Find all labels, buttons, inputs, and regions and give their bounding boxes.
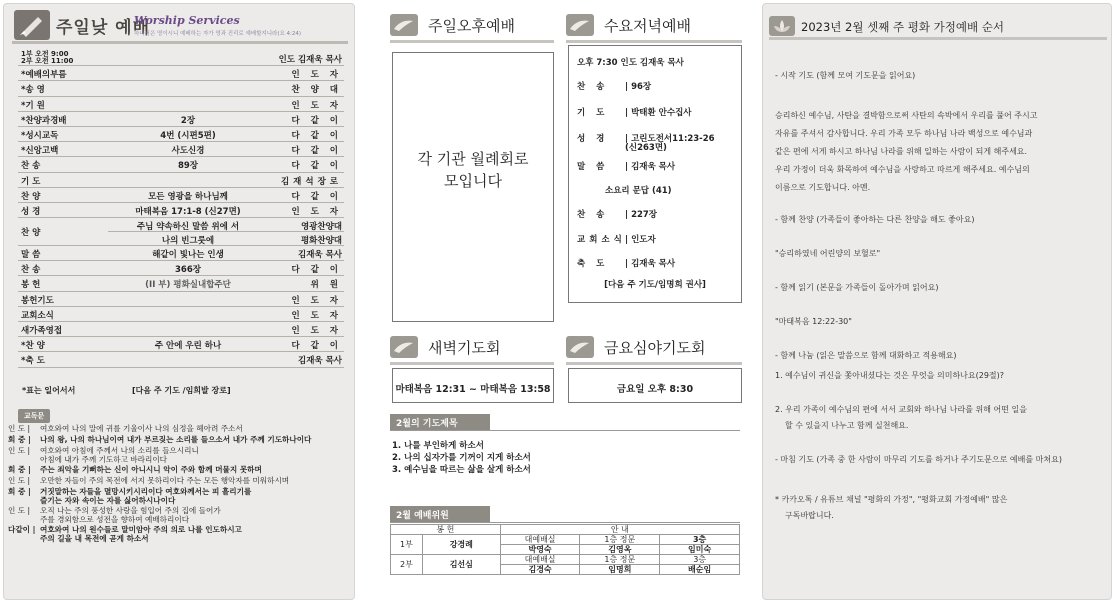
order-item-person: 인 도 자: [291, 206, 342, 217]
order-item-name: 찬 양: [21, 191, 41, 202]
family-worship-header: [769, 16, 1107, 40]
afternoon-worship-box: [392, 52, 554, 322]
header-divider: [566, 362, 742, 365]
order-item-name: *기 원: [21, 100, 45, 111]
prayer-topic: 2. 나의 십자가를 기꺼이 지게 하소서: [392, 453, 531, 463]
order-item-person: 다 같 이: [291, 115, 342, 126]
committee-part: 2부: [391, 555, 423, 575]
order-item-name: *찬 양: [21, 341, 45, 352]
order-row: [18, 142, 344, 157]
order-item-person: 다 같 이: [291, 146, 342, 157]
family-worship-line: - 함께 읽기 (본문을 가족들이 돌아가며 읽어요): [775, 283, 939, 292]
family-worship-line: - 함께 찬양 (가족들이 좋아하는 다른 찬양을 해도 좋아요): [775, 215, 975, 224]
family-worship-line: 할 수 있을지 나누고 함께 실천해요.: [785, 421, 909, 430]
committee-offering: 김선심: [422, 555, 500, 575]
order-item-content: (II 부) 평화실내합주단: [145, 280, 231, 291]
order-item-content: 마태복음 17:1-8 (신27면): [135, 206, 241, 217]
responsive-text: 나의 왕, 나의 하나님이여 내가 부르짖는 소리를 들으소서 내가 주께 기도하나이다: [40, 435, 312, 444]
order-item-name: *성시교독: [21, 130, 59, 141]
sunday-worship-header: [12, 10, 348, 44]
order-item-name: *찬양과경배: [21, 115, 67, 126]
order-row: [18, 352, 344, 367]
wednesday-order-value: | 박태환 안수집사: [625, 108, 692, 118]
dawn-prayer-text: 마태복음 12:31 ~ 마태복음 13:58: [395, 384, 551, 395]
pen-logo-icon: [14, 10, 50, 40]
responsive-speaker: 인 도 |: [8, 424, 31, 433]
order-item-person: 김재욱 목사: [297, 356, 342, 367]
order-item-person: 인 도 자: [291, 326, 342, 336]
anthem-sub-row: [108, 232, 344, 246]
wednesday-order-line: [577, 80, 651, 92]
anthem-content: 주님 약속하신 말씀 위에 서: [136, 222, 240, 233]
order-item-content: 해같이 빛나는 인생: [152, 250, 224, 261]
wednesday-order-key: 찬 송: [577, 82, 609, 92]
anthem-person: 평화찬양대: [300, 236, 342, 247]
order-item-content: 2장: [180, 115, 196, 126]
family-worship-line: 이름으로 기도합니다. 아멘.: [775, 183, 871, 192]
order-item-name: *축 도: [21, 356, 45, 367]
family-worship-line: 자유를 주셔서 감사합니다. 우리 가족 모두 하나님 나라 백성으로 예수님과: [775, 129, 1033, 138]
responsive-text: 오만한 자들이 주의 목전에 서지 못하리이다 주는 모든 행악자를 미워하시며: [40, 476, 290, 485]
responsive-text: 여호와여 나의 원수들로 말미암아 주의 의로 나를 인도하시고: [40, 525, 242, 534]
wednesday-order-key: 성 경: [577, 134, 609, 144]
order-item-content: 4번 (시편5편): [160, 130, 216, 141]
responsive-text: 즐기는 자와 속이는 자를 싫어하시나이다: [40, 495, 176, 505]
wednesday-order-value: 소요리 문답 (41): [605, 186, 672, 196]
prayer-topics-label: 2월의 기도제목: [390, 414, 490, 430]
order-row: [18, 173, 344, 188]
worship-committee-divider: [390, 522, 740, 523]
dawn-prayer-header: [390, 332, 554, 362]
order-row: [18, 188, 344, 203]
order-item-content: 366장: [175, 265, 201, 276]
responsive-text: 아침에 내가 주께 기도하고 바라리이다: [40, 454, 168, 464]
wednesday-worship-box: [568, 45, 742, 303]
order-row: [18, 337, 344, 352]
order-row: [18, 112, 344, 127]
family-worship-line: 2. 우리 가족이 예수님의 편에 서서 교회와 하나님 나라를 위해 어떤 일을: [775, 405, 1027, 414]
responsive-line: [8, 435, 353, 446]
dawn-prayer-box: [392, 368, 554, 403]
order-row: [18, 276, 344, 291]
responsive-speaker: 회 중 |: [8, 487, 31, 496]
committee-header-row: [391, 525, 740, 535]
wednesday-order-line: [577, 160, 675, 172]
committee-row: [391, 535, 740, 545]
prayer-topic: 3. 예수님을 따르는 삶을 살게 하소서: [392, 465, 531, 475]
order-item-name: *신앙고백: [21, 146, 59, 157]
order-item-name: *예배의부름: [21, 70, 67, 81]
order-item-name: 찬 송: [21, 265, 41, 276]
responsive-text: 여호와여 나의 말에 귀를 기울이사 나의 심정을 헤아려 주소서: [40, 424, 243, 433]
next-prayer: [다음 주 기도 /임희발 장로]: [132, 386, 231, 395]
prayer-topics: [392, 440, 531, 476]
order-row: [18, 66, 344, 81]
order-item-name: 성 경: [21, 206, 41, 217]
wednesday-order-line: [577, 141, 667, 153]
order-item-name: 말 씀: [21, 250, 41, 261]
friday-prayer-title: 금요심야기도회: [604, 339, 706, 357]
responsive-line: [8, 487, 353, 506]
family-worship-line: 승리하신 예수님, 사탄을 결박함으로써 사탄의 속박에서 우리를 풀어 주시고: [775, 111, 1038, 120]
standing-note: [22, 385, 231, 396]
order-item-person: 다 같 이: [291, 161, 342, 172]
responsive-speaker: 인 도 |: [8, 506, 31, 515]
bird-icon: [566, 14, 594, 36]
responsive-speaker: 다같이 |: [8, 525, 36, 534]
order-item-person: 다 같 이: [291, 265, 342, 276]
order-row: [18, 261, 344, 276]
order-item-person: 김재석장로: [280, 176, 342, 187]
wednesday-order-line: [577, 184, 672, 196]
committee-guide-person: 배순임: [660, 565, 740, 575]
family-worship-panel: [762, 3, 1112, 600]
order-item-person: 인 도 자: [291, 310, 342, 321]
committee-guide-place: 대예배실: [500, 555, 580, 565]
wednesday-order-value: | 김재욱 목사: [625, 162, 676, 172]
wednesday-order-line: [577, 233, 656, 245]
committee-rows: [391, 535, 740, 575]
order-item-name: 새가족영접: [21, 326, 63, 336]
family-worship-line: 1. 예수님이 귀신을 쫓아내셨다는 것은 무엇을 의미하나요(29절)?: [775, 371, 1005, 380]
responsive-speaker: 회 중 |: [8, 435, 31, 444]
responsive-line: [8, 525, 353, 544]
afternoon-message-line: 모입니다: [444, 172, 502, 190]
order-row: [18, 81, 344, 96]
order-item-person: 다 같 이: [291, 191, 342, 202]
family-worship-line: * 카카오톡 / 유튜브 채널 "평화의 가정", "평화교회 가정예배" 많은: [775, 495, 1008, 504]
responsive-text: 주는 죄악을 기뻐하는 신이 아니시니 악이 주와 함께 머물지 못하며: [40, 465, 262, 474]
responsive-text: 주의 길을 내 목전에 곧게 하소서: [40, 533, 149, 543]
wednesday-order-value: | 227장: [625, 210, 658, 220]
committee-offering: 강경례: [422, 535, 500, 555]
order-item-content: 사도신경: [171, 146, 205, 157]
committee-guide-place: 1층 정문: [580, 535, 660, 545]
wednesday-order-value: | 인도자: [625, 235, 656, 245]
anthem-row: [18, 218, 344, 246]
responsive-line: [8, 446, 353, 465]
responsive-speaker: 인 도 |: [8, 446, 31, 455]
order-row: [18, 246, 344, 261]
wednesday-order-line: [577, 257, 675, 269]
committee-guide-place: 대예배실: [500, 535, 580, 545]
guide-header: 안 내: [500, 525, 739, 535]
order-row: [18, 127, 344, 142]
order-row: [18, 157, 344, 172]
order-item-person: 찬 양 대: [291, 85, 342, 96]
responsive-speaker: 회 중 |: [8, 465, 31, 474]
committee-guide-person: 김영옥: [580, 545, 660, 555]
wednesday-order-value: | 고린도전서11:23-26: [625, 134, 715, 144]
wednesday-time-line: [577, 56, 684, 68]
header-verse: 하나님은 영이시니 예배하는 자가 영과 진리로 예배할지니라(요 4:24): [134, 31, 302, 37]
family-worship-line: - 시작 기도 (함께 모여 기도문을 읽어요): [775, 71, 916, 80]
lotus-icon: [769, 16, 795, 36]
order-row: [18, 97, 344, 112]
friday-prayer-header: [566, 332, 742, 362]
wednesday-worship-title: 수요저녁예배: [604, 17, 691, 35]
service-times: [21, 51, 73, 65]
committee-row: [391, 555, 740, 565]
responsive-line: [8, 476, 353, 487]
order-item-person: 김재욱 목사: [297, 250, 342, 261]
order-item-name: 봉 헌: [21, 280, 41, 291]
wednesday-order-key: 축 도: [577, 259, 609, 269]
committee-guide-place: 3층: [660, 555, 740, 565]
wednesday-order-line: [577, 106, 692, 118]
order-item-name: 기 도: [21, 176, 41, 187]
prayer-topic: 1. 나를 부인하게 하소서: [392, 441, 484, 451]
worship-committee-label: 2월 예배위원: [390, 506, 490, 522]
wednesday-order-key: 찬 송: [577, 210, 609, 220]
bird-icon: [390, 336, 418, 358]
family-worship-line: 같은 편에 서게 하시고 하나님 나라를 위해 일하는 사람이 되게 해주세요.: [775, 147, 1028, 156]
order-item-person: 인 도 자: [291, 100, 342, 111]
wednesday-order-value: | 96장: [625, 82, 652, 92]
sunday-worship-title: 주일낮 예배: [56, 18, 151, 38]
afternoon-worship-header: [390, 10, 554, 40]
responsive-line: [8, 424, 353, 435]
anthem-sub-row: [108, 218, 344, 232]
sunday-worship-panel: [3, 3, 355, 600]
committee-guide-person: 임명희: [580, 565, 660, 575]
dawn-prayer-title: 새벽기도회: [428, 339, 501, 357]
wednesday-leader: 인도 김재욱 목사: [620, 58, 684, 68]
standing-note-text: *표는 일어서서: [22, 386, 76, 395]
wednesday-order-key: 말 씀: [577, 162, 609, 172]
responsive-text: 주를 경외함으로 성전을 향하여 예배하리이다: [40, 514, 190, 524]
order-row: [18, 292, 344, 307]
worship-committee-table: [390, 524, 740, 575]
friday-prayer-box: [568, 368, 742, 403]
responsive-reading: [8, 424, 353, 544]
committee-part: 1부: [391, 535, 423, 555]
order-of-worship: [18, 51, 344, 368]
committee-guide-place: 3층: [660, 535, 740, 545]
prayer-topics-divider: [390, 430, 740, 431]
order-row: [18, 307, 344, 322]
family-worship-line: "마태복음 12:22-30": [775, 317, 852, 326]
offering-header: 봉 헌: [391, 525, 501, 535]
anthem-content: 나의 빈그릇에: [161, 236, 215, 247]
header-divider: [390, 40, 554, 43]
committee-guide-person: 김경숙: [500, 565, 580, 575]
anthem-person: 영광찬양대: [300, 222, 342, 233]
order-list: [18, 66, 344, 218]
order-row: [18, 322, 344, 337]
order-item-name: 찬 송: [21, 161, 41, 172]
order-list: [18, 246, 344, 368]
order-item-content: 89장: [177, 161, 199, 172]
responsive-text: 여호와여 아침에 주께서 나의 소리를 들으시리니: [40, 446, 199, 455]
order-item-name: 봉헌기도: [21, 295, 54, 306]
friday-prayer-text: 금요일 오후 8:30: [616, 384, 694, 395]
order-item-name: *송 영: [21, 85, 45, 96]
bird-icon: [566, 336, 594, 358]
order-item-person: 다 같 이: [291, 130, 342, 141]
afternoon-worship-title: 주일오후예배: [428, 17, 515, 35]
family-worship-line: - 함께 나눔 (읽은 말씀으로 함께 대화하고 적용해요): [775, 351, 957, 360]
committee-guide-person: 박영숙: [500, 545, 580, 555]
family-worship-title: 2023년 2월 셋째 주 평화 가정예배 순서: [801, 20, 1004, 34]
wednesday-next-prayer: [다음 주 기도/임명희 권사]: [604, 280, 706, 290]
wednesday-order-line: [577, 208, 657, 220]
family-worship-line: 구독바랍니다.: [785, 511, 834, 520]
committee-guide-place: 1층 정문: [580, 555, 660, 565]
wednesday-worship-header: [566, 10, 742, 40]
afternoon-message-line: 각 기관 월례회로: [417, 150, 529, 168]
committee-guide-person: 임미숙: [660, 545, 740, 555]
wednesday-time: 오후 7:30: [577, 58, 618, 68]
responsive-text: 거짓말하는 자들을 멸망시키시리이다 여호와께서는 피 흘리기를: [40, 487, 252, 496]
family-worship-line: "승리하였네 어린양의 보혈로": [775, 249, 881, 258]
time-second: 2부 오전 11:00: [21, 57, 74, 65]
family-worship-line: 우리 가정이 더욱 화목하여 예수님을 사랑하고 따르게 해주세요. 예수님의: [775, 165, 1030, 174]
responsive-reading-label: 교독문: [18, 409, 50, 423]
wednesday-order-value: (신263면): [625, 143, 667, 153]
time-first: 1부 오전 9:00: [21, 50, 69, 58]
bird-icon: [390, 14, 418, 36]
wednesday-order-key: 교회소식: [577, 235, 626, 245]
order-row: [18, 203, 344, 218]
time-row: [18, 51, 344, 66]
order-item-person: 인 도 자: [291, 295, 342, 306]
afternoon-message: [393, 148, 553, 192]
order-item-name: 교회소식: [21, 310, 54, 321]
family-worship-line: - 마침 기도 (가족 중 한 사람이 마무리 기도를 하거나 주기도문으로 예배를 마쳐요): [775, 455, 1062, 464]
order-item-person: 위 원: [310, 280, 342, 291]
responsive-line: [8, 465, 353, 476]
wednesday-order-value: | 김재욱 목사: [625, 259, 676, 269]
header-divider: [390, 362, 554, 365]
responsive-line: [8, 506, 353, 525]
order-item-content: 모든 영광을 하나님께: [148, 191, 228, 202]
order-item-person: 다 같 이: [291, 341, 342, 352]
leader: 인도 김재욱 목사: [278, 55, 342, 65]
responsive-text: 오직 나는 주의 풍성한 사랑을 힘입어 주의 집에 들어가: [40, 506, 221, 515]
responsive-speaker: 인 도 |: [8, 476, 31, 485]
order-item-person: 인 도 자: [291, 70, 342, 81]
order-item-content: 주 안에 우린 하나: [154, 341, 222, 352]
header-divider: [566, 40, 742, 43]
wednesday-order-key: 기 도: [577, 108, 609, 118]
sunday-worship-title-en: Worship Services: [134, 14, 240, 27]
anthem-name: 찬 양: [21, 228, 41, 239]
